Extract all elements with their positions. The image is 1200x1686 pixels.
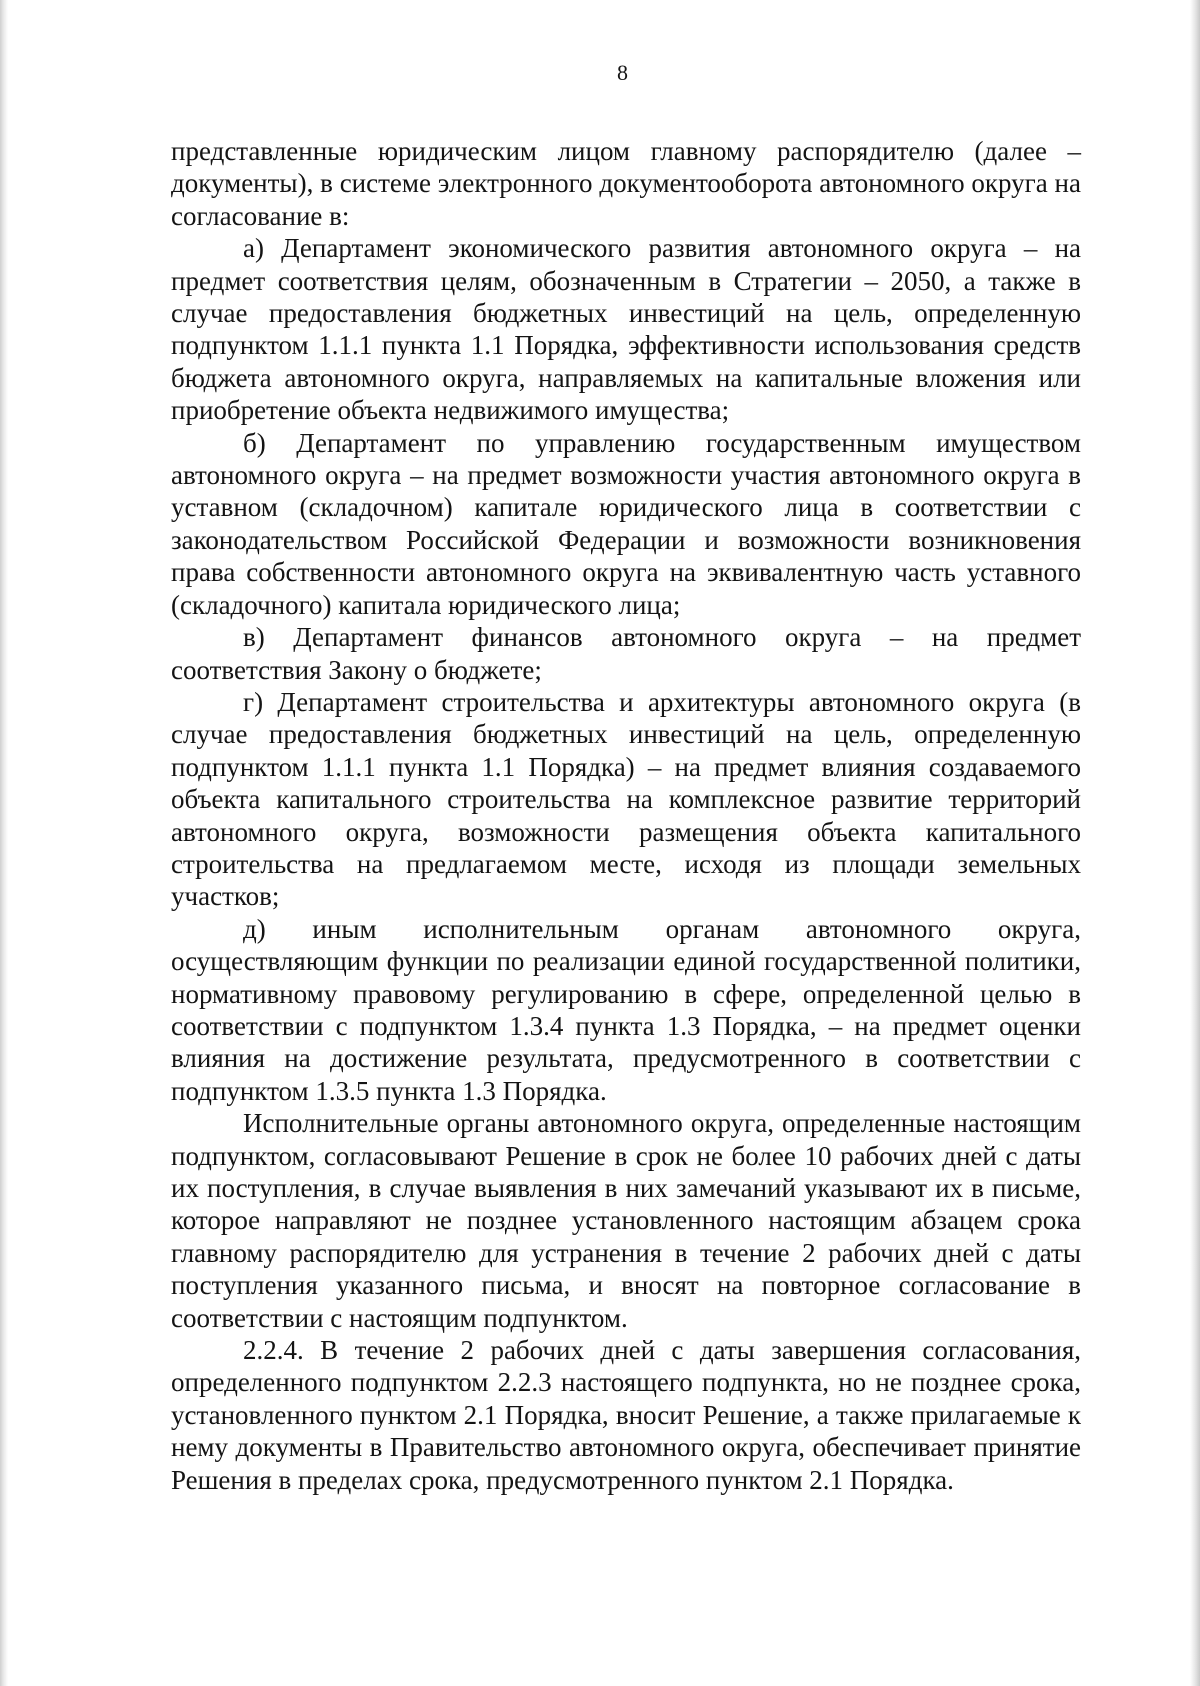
document-body [171,135,1081,1496]
scan-edge-right [1190,0,1200,1686]
scan-edge-left [0,0,8,1686]
paragraph-item-b: б) Департамент по управлению государственным имуществом автономного округа – на предмет возможности участия автономного округа в уставном (складочном) капитале юридического лица в соответствии с законодательством Российской Федерации и возможности возникновения права собственности автономного округа на эквивалентную часть уставного (складочного) капитала юридического лица; [171,427,1081,620]
paragraph-intro: представленные юридическим лицом главному распорядителю (далее – документы), в системе электронного документооборота автономного округа на согласование в: [171,136,1081,231]
paragraph-item-a: а) Департамент экономического развития автономного округа – на предмет соответствия целям, обозначенным в Стратегии – 2050, а также в случае предоставления бюджетных инвестиций на цель, определенную подпунктом 1.1.1 пункта 1.1 Порядка, эффективности использования средств бюджета автономного округа, направляемых на капитальные вложения или приобретение объекта недвижимого имущества; [171,233,1081,426]
paragraph-item-g: г) Департамент строительства и архитектуры автономного округа (в случае предоставления бюджетных инвестиций на цель, определенную подпунктом 1.1.1 пункта 1.1 Порядка) – на предмет влияния создаваемого объекта капитального строительства на комплексное развитие территорий автономного округа, возможности размещения объекта капитального строительства на предлагаемом месте, исходя из площади земельных участков; [171,686,1081,912]
paragraph-item-v: в) Департамент финансов автономного округа – на предмет соответствия Закону о бюджете; [171,622,1081,685]
page-number: 8 [617,60,628,85]
paragraph-approval-terms: Исполнительные органы автономного округа, определенные настоящим подпунктом, согласовывают Решение в срок не более 10 рабочих дней с даты их поступления, в случае выявления в них замечаний указывают их в письме, которое направляют не позднее установленного настоящим абзацем срока главному распорядителю для устранения в течение 2 рабочих дней с даты поступления указанного письма, и вносят на повторное согласование в соответствии с настоящим подпунктом. [171,1108,1081,1333]
paragraph-item-d: д) иным исполнительным органам автономного округа, осуществляющим функции по реализации единой государственной политики, нормативному правовому регулированию в сфере, определенной целью в соответствии с подпунктом 1.3.4 пункта 1.3 Порядка, – на предмет оценки влияния на достижение результата, предусмотренного в соответствии с подпунктом 1.3.5 пункта 1.3 Порядка. [171,913,1081,1106]
paragraph-2-2-4: 2.2.4. В течение 2 рабочих дней с даты завершения согласования, определенного подпунктом 2.2.3 настоящего подпункта, но не позднее срока, установленного пунктом 2.1 Порядка, вносит Решение, а также прилагаемые к нему документы в Правительство автономного округа, обеспечивает принятие Решения в пределах срока, предусмотренного пунктом 2.1 Порядка. [171,1335,1081,1495]
